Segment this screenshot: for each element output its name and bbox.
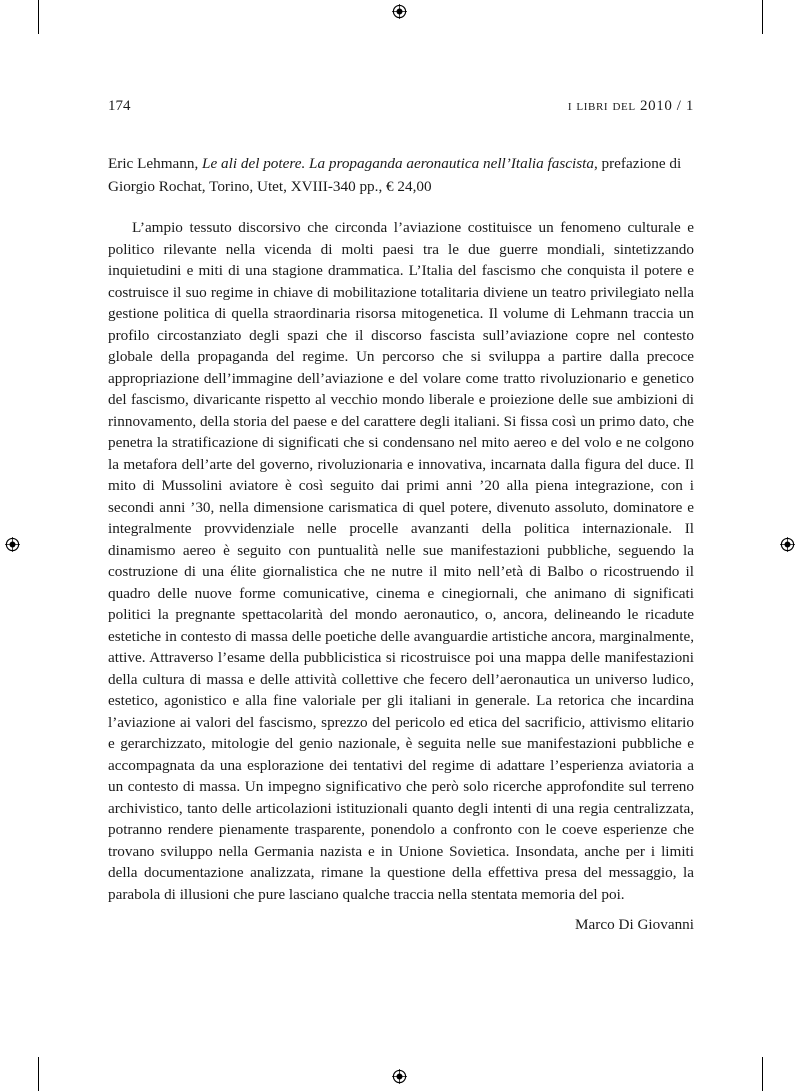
running-head <box>108 98 694 118</box>
review-body: L’ampio tessuto discorsivo che circonda l’aviazione costituisce un fenomeno culturale e politico rilevante nella vicenda di molti paesi tra le due guerre mondiali, sintetizzando inquietudini e miti di una stagione drammatica. L’Italia del fascismo che conquista il potere e costruisce il suo regime in chiave di mobilitazione totalitaria diviene un teatro privilegiato nella gestione politica di quella straordinaria risorsa mitogenetica. Il volume di Lehmann traccia un profilo circostanziato degli spazi che il discorso fascista sull’aviazione copre nel contesto globale della propaganda del regime. Un percorso che si sviluppa a partire dalla precoce appropriazione dell’immagine dell’aviazione e del volare come tratto rivoluzionario e genetico del fascismo, divaricante rispetto al vecchio mondo liberale e proiezione delle sue ambizioni di rinnovamento, della storia del paese e del carattere degli italiani. Si fissa così un primo dato, che penetra la stratificazione di significati che si condensano nel mito aereo e del volo e ne colgono la metafora dell’arte del governo, rivoluzionaria e innovativa, incarnata dalla figura del duce. Il mito di Mussolini aviatore è così seguito dai primi anni ’20 alla piena integrazione, con i secondi anni ’30, nella dimensione carismatica di quel potere, divenuto assoluto, dominatore e integralmente provvidenziale nelle procelle avanzanti della politica internazionale. Il dinamismo aereo è seguito con puntualità nelle sue manifestazioni pubbliche, seguendo la costruzione di una élite giornalistica che ne nutre il mito nell’età di Balbo o ricostruendo il quadro delle nuove forme comunicative, cinema e cinegiornali, che animano di significati politici la pregnante spettacolarità del mondo aeronautico, o, ancora, delineando le ricadute estetiche in contesto di massa delle poetiche delle avanguardie artistiche ancora, marginalmente, attive. Attraverso l’esame della pubblicistica si ricostruisce poi una mappa delle manifestazioni della cultura di massa e delle attività collettive che fecero dell’aeronautica un universo ludico, estetico, agonistico e alla fine valoriale per gli italiani in generale. La retorica che incardina l’aviazione ai valori del fascismo, sprezzo del pericolo ed etica del sacrificio, attivismo elitario e gerarchizzato, mitologie del genio nazionale, è seguita nelle sue manifestazioni pubbliche e accompagnata da una esplorazione dei tentativi del regime di adattare l’esperienza aviatoria a un contesto di massa. Un impegno significativo che però solo ricerche approfondite sul terreno archivistico, tanto delle articolazioni istituzionali quanto degli intenti di una regia centralizzata, potranno rendere pienamente trasparente, ponendolo a confronto con le coeve esperienze che trovano sviluppo nella Germania nazista e in Unione Sovietica. Insondata, anche per i limiti della documentazione analizzata, rimane la questione della effettiva presa del messaggio, la parabola di illusioni che pure lasciano qualche traccia nella stentata memoria del poi. <box>108 219 694 903</box>
book-details: , prefazione di Giorgio Rochat, Torino, Utet, XVIII-340 pp., € 24,00 <box>108 155 682 195</box>
book-title: Le ali del potere. La propaganda aeronautica nell’Italia fascista <box>202 155 594 172</box>
book-citation <box>108 153 694 198</box>
review-signature: Marco Di Giovanni <box>575 916 694 933</box>
journal-title: i libri del 2010 / 1 <box>567 98 694 114</box>
registration-mark-icon <box>392 1069 407 1084</box>
crop-mark <box>38 1057 39 1091</box>
crop-mark <box>38 0 39 34</box>
registration-mark-icon <box>780 537 795 552</box>
book-author: Eric Lehmann, <box>108 155 203 172</box>
crop-mark <box>762 1057 763 1091</box>
crop-mark <box>762 0 763 34</box>
registration-mark-icon <box>392 4 407 19</box>
page-number: 174 <box>108 98 131 114</box>
registration-mark-icon <box>5 537 20 552</box>
